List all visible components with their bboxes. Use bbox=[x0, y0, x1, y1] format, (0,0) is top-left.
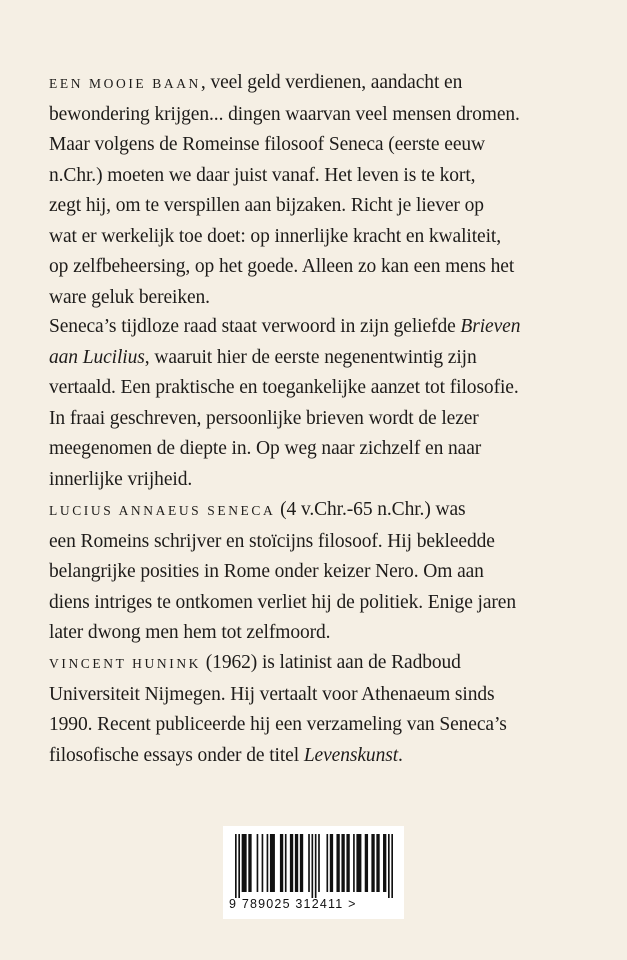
line: n.Chr.) moeten we daar juist vanaf. Het leven is te kort, bbox=[49, 164, 476, 186]
text: , waaruit hier de eerste negenentwintig zijn bbox=[144, 346, 477, 368]
barcode-bars bbox=[235, 834, 393, 898]
small-caps-lead: VINCENT HUNINK bbox=[49, 656, 202, 671]
text: (4 v.Chr.-65 n.Chr.) was bbox=[275, 499, 466, 520]
isbn-digits: 9 789025 312411 > bbox=[229, 897, 357, 911]
barcode-bar bbox=[257, 834, 259, 892]
barcode-bar bbox=[242, 834, 247, 892]
line bbox=[49, 312, 609, 343]
barcode-bar bbox=[315, 834, 317, 898]
book-title-italic: aan Lucilius bbox=[49, 346, 145, 368]
barcode-bar bbox=[326, 834, 328, 892]
line: innerlijke vrijheid. bbox=[49, 468, 193, 490]
small-caps-lead: LUCIUS ANNAEUS SENECA bbox=[49, 503, 276, 518]
text: Seneca’s tijdloze raad staat verwoord in zijn geliefde bbox=[49, 316, 461, 337]
paragraph-2 bbox=[49, 312, 609, 495]
barcode-bar bbox=[267, 834, 269, 892]
book-description bbox=[49, 312, 609, 495]
barcode-bar bbox=[383, 834, 386, 892]
barcode-bar bbox=[295, 834, 298, 892]
line: zegt hij, om te verspillen aan bijzaken. Richt je liever op bbox=[49, 195, 484, 216]
barcode-bar bbox=[248, 834, 251, 892]
barcode-bar bbox=[318, 834, 320, 892]
barcode-bar bbox=[341, 834, 344, 892]
barcode-bar bbox=[262, 834, 264, 892]
barcode-bar bbox=[238, 834, 240, 898]
line: een Romeins schrijver en stoïcijns filosoof. Hij bekleedde bbox=[49, 530, 495, 552]
barcode-bar bbox=[356, 834, 361, 892]
line bbox=[49, 648, 609, 680]
barcode-bar bbox=[308, 834, 310, 892]
barcode-bar bbox=[376, 834, 379, 892]
barcode-bar bbox=[336, 834, 339, 892]
barcode-bar bbox=[365, 834, 368, 892]
small-caps-lead: EEN MOOIE BAAN bbox=[49, 76, 201, 91]
translator-bio bbox=[49, 648, 609, 771]
line: meegenomen de diepte in. Op weg naar zichzelf en naar bbox=[49, 438, 482, 459]
paragraph-4 bbox=[49, 648, 609, 771]
paragraph-1 bbox=[49, 68, 609, 313]
line: wat er werkelijk toe doet: op innerlijke kracht en kwaliteit, bbox=[49, 225, 501, 247]
line: diens intriges te ontkomen verliet hij de politiek. Enige jaren bbox=[49, 591, 516, 613]
barcode-bar bbox=[371, 834, 374, 892]
line bbox=[49, 343, 609, 374]
line: 1990. Recent publiceerde hij een verzameling van Seneca’s bbox=[49, 714, 507, 735]
line: op zelfbeheersing, op het goede. Alleen zo kan een mens het bbox=[49, 256, 515, 277]
text: filosofische essays onder de titel bbox=[49, 744, 304, 766]
book-title-italic: Levenskunst bbox=[303, 744, 399, 766]
barcode-bar bbox=[330, 834, 333, 892]
isbn-barcode bbox=[223, 826, 404, 919]
line: bewondering krijgen... dingen waarvan veel mensen dromen. bbox=[49, 103, 520, 125]
line: Universiteit Nijmegen. Hij vertaalt voor Athenaeum sinds bbox=[49, 683, 495, 705]
barcode-bar bbox=[280, 834, 283, 892]
text: (1962) is latinist aan de Radboud bbox=[201, 652, 461, 673]
barcode-bar bbox=[285, 834, 287, 892]
line: In fraai geschreven, persoonlijke brieven wordt de lezer bbox=[49, 407, 479, 429]
barcode-bar bbox=[235, 834, 237, 898]
line: vertaald. Een praktische en toegankelijke aanzet tot filosofie. bbox=[49, 377, 519, 398]
line bbox=[49, 495, 609, 527]
barcode-bar bbox=[388, 834, 390, 898]
barcode-bar bbox=[346, 834, 349, 892]
barcode-bar bbox=[300, 834, 303, 892]
barcode-bar bbox=[312, 834, 314, 898]
author-bio bbox=[49, 495, 609, 649]
text: . bbox=[398, 744, 403, 766]
paragraph-3 bbox=[49, 495, 609, 649]
line: later dwong men hem tot zelfmoord. bbox=[49, 622, 331, 643]
book-title-italic: Brieven bbox=[460, 316, 521, 337]
barcode-bar bbox=[270, 834, 275, 892]
blurb-paragraph bbox=[49, 68, 609, 313]
line: ware geluk bereiken. bbox=[49, 286, 210, 308]
line: belangrijke posities in Rome onder keizer Nero. Om aan bbox=[49, 561, 484, 582]
barcode-bar bbox=[391, 834, 393, 898]
line: Maar volgens de Romeinse filosoof Seneca (eerste eeuw bbox=[49, 134, 486, 155]
text: , veel geld verdienen, aandacht en bbox=[200, 72, 463, 93]
line bbox=[49, 68, 609, 100]
barcode-bar bbox=[353, 834, 355, 892]
line bbox=[49, 741, 609, 772]
barcode-bar bbox=[290, 834, 293, 892]
